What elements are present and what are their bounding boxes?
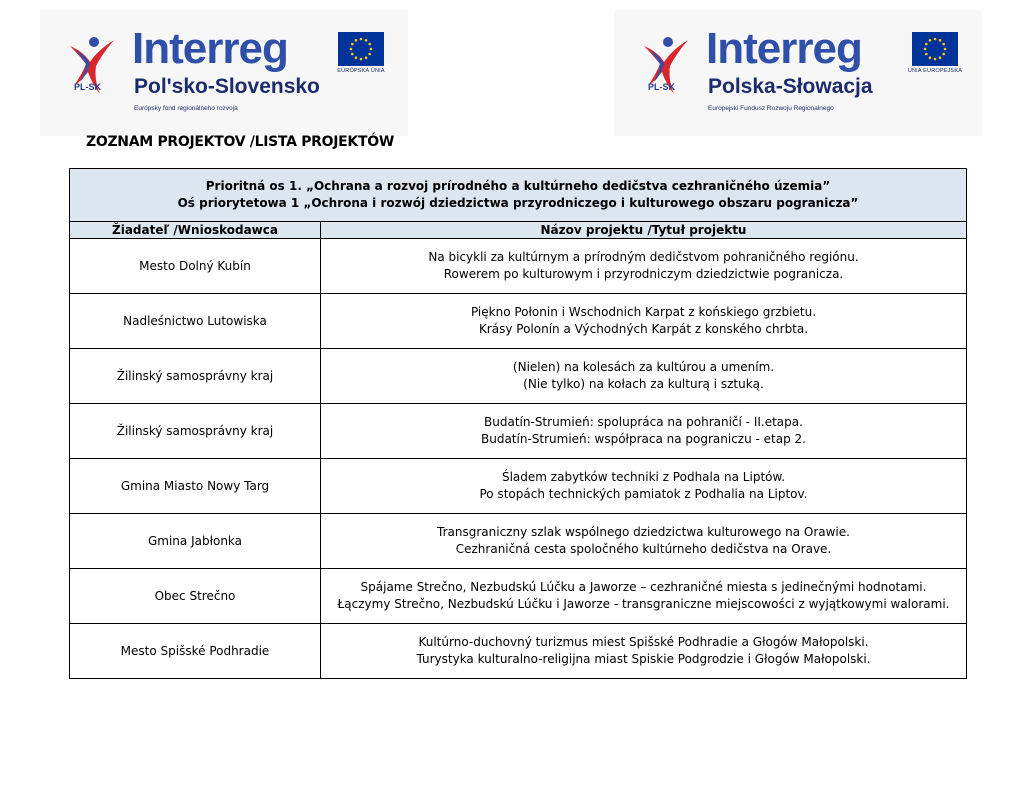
projects-table [69,168,967,679]
program-code: PL-SK [648,82,675,92]
applicant-cell: Žilinský samosprávny kraj [70,404,321,459]
program-name: Polska-Słowacja [708,75,873,98]
project-title-cell [321,624,967,679]
document-title: ZOZNAM PROJEKTOV /LISTA PROJEKTÓW [86,134,394,150]
table-row [70,514,967,569]
table-row [70,404,967,459]
interreg-wordmark: Interreg [706,24,862,73]
program-name: Pol'sko-Slovensko [134,75,320,98]
priority-axis-cell [70,169,967,222]
project-title-cell [321,294,967,349]
table-row [70,569,967,624]
project-title-cell [321,404,967,459]
project-title-pl: Budatín-Strumień: współpraca na pograniczu - etap 2. [481,432,806,446]
interreg-wordmark: Interreg [132,24,288,73]
applicant-cell: Nadleśnictwo Lutowiska [70,294,321,349]
project-title-cell [321,459,967,514]
eu-label: UNIA EUROPEJSKA [907,68,963,74]
table-row [70,624,967,679]
priority-axis-pl: Oś priorytetowa 1 „Ochrona i rozwój dziedzictwa przyrodniczego i kulturowego obszaru pogranicza” [177,196,859,210]
logo-interreg-pl [614,10,982,136]
applicant-cell: Mesto Spišské Podhradie [70,624,321,679]
program-code: PL-SK [74,82,101,92]
project-title-pl: Cezhraničná cesta spoločného kultúrneho dedičstva na Orave. [455,542,832,556]
header-applicant: Žiadateľ /Wnioskodawca [70,222,321,239]
project-title-pl: Krásy Polonín a Východných Karpát z konského chrbta. [478,322,809,336]
project-title-sk: Spájame Strečno, Nezbudskú Lúčku a Jaworze – cezhraničné miesta s jedinečnými hodnotami. [360,580,927,594]
applicant-cell: Gmina Jabłonka [70,514,321,569]
project-title-sk: Śladem zabytków techniki z Podhala na Liptów. [501,470,786,484]
project-title-sk: (Nielen) na kolesách za kultúrou a umením. [512,360,775,374]
eu-flag-icon [912,32,958,66]
table-row [70,239,967,294]
table-row [70,459,967,514]
eu-flag-icon [338,32,384,66]
project-title-pl: Po stopách technických pamiatok z Podhalia na Liptov. [479,487,808,501]
header-project-title: Názov projektu /Tytuł projektu [321,222,967,239]
project-title-cell [321,239,967,294]
applicant-cell: Obec Strečno [70,569,321,624]
project-title-cell [321,514,967,569]
project-title-sk: Na bicykli za kultúrnym a prírodným dedičstvom pohraničného regiónu. [428,250,859,264]
project-title-pl: Łączymy Strečno, Nezbudskú Lúčku i Jaworze - transgraniczne miejscowości z wyjątkowymi walorami. [337,597,950,611]
table-header-row [70,222,967,239]
fund-name: Európsky fond regionálneho rozvoja [134,105,238,112]
table-row [70,294,967,349]
project-title-sk: Piękno Połonin i Wschodnich Karpat z końskiego grzbietu. [470,305,817,319]
priority-axis-sk: Prioritná os 1. „Ochrana a rozvoj prírodného a kultúrneho dedičstva cezhraničného územia” [205,179,831,193]
eu-label: EURÓPSKA ÚNIA [337,68,385,74]
interreg-figure-icon [64,32,120,104]
project-title-sk: Kultúrno-duchovný turizmus miest Spišské Podhradie a Głogów Małopolski. [418,635,869,649]
project-title-sk: Transgraniczny szlak wspólnego dziedzictwa kulturowego na Orawie. [437,525,850,539]
applicant-cell: Žilinský samosprávny kraj [70,349,321,404]
project-title-pl: Rowerem po kulturowym i przyrodniczym dziedzictwie pogranicza. [443,267,844,281]
project-title-pl: Turystyka kulturalno-religijna miast Spiskie Podgrodzie i Głogów Małopolski. [416,652,871,666]
project-title-sk: Budatín-Strumień: spolupráca na pohraničí - II.etapa. [484,415,803,429]
priority-axis-row [70,169,967,222]
project-title-cell [321,569,967,624]
interreg-figure-icon [638,32,694,104]
fund-name: Europejski Fundusz Rozwoju Regionalnego [708,105,834,112]
applicant-cell: Gmina Miasto Nowy Targ [70,459,321,514]
table-row [70,349,967,404]
project-title-pl: (Nie tylko) na kołach za kulturą i sztuką. [523,377,764,391]
applicant-cell: Mesto Dolný Kubín [70,239,321,294]
logo-interreg-sk [40,10,408,136]
project-title-cell [321,349,967,404]
